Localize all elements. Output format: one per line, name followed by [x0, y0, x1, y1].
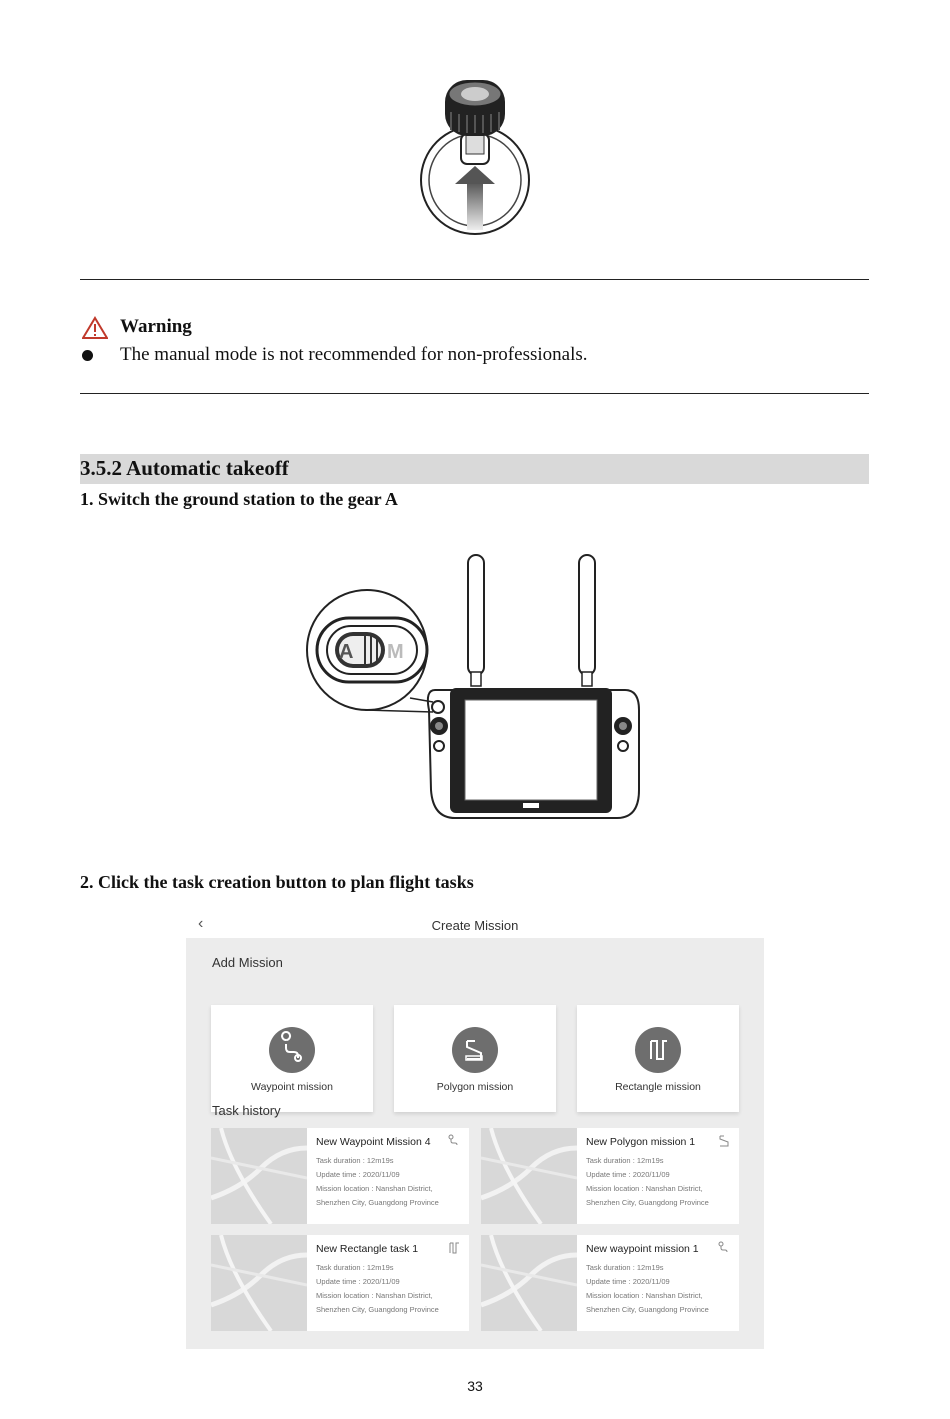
warning-bottom-rule: [80, 393, 869, 394]
polygon-icon: [452, 1027, 498, 1073]
app-body: [186, 938, 764, 1349]
task-location: Mission location : Nanshan District,: [586, 1184, 703, 1193]
map-thumbnail: [481, 1235, 577, 1331]
task-location: Mission location : Nanshan District,: [316, 1291, 433, 1300]
task-card[interactable]: [211, 1128, 469, 1224]
app-title: Create Mission: [431, 918, 519, 933]
task-duration: Task duration : 12m19s: [316, 1156, 394, 1165]
task-name: New waypoint mission 1: [586, 1243, 699, 1255]
task-history-label: Task history: [212, 1103, 281, 1118]
waypoint-icon: [447, 1134, 461, 1148]
task-location-line2: Shenzhen City, Guangdong Province: [586, 1305, 709, 1314]
task-name: New Rectangle task 1: [316, 1243, 419, 1255]
mission-label: Polygon mission: [436, 1081, 514, 1093]
task-update-time: Update time : 2020/11/09: [316, 1277, 400, 1286]
bullet-dot: [82, 350, 93, 361]
task-update-time: Update time : 2020/11/09: [586, 1170, 670, 1179]
mission-label: Rectangle mission: [615, 1081, 701, 1093]
create-mission-screenshot: [186, 912, 764, 1349]
warning-title: Warning: [120, 316, 192, 337]
map-thumbnail: [211, 1128, 307, 1224]
task-duration: Task duration : 12m19s: [586, 1263, 664, 1272]
rectangle-icon: [635, 1027, 681, 1073]
task-card[interactable]: [481, 1235, 739, 1331]
add-mission-label: Add Mission: [212, 955, 283, 970]
page-number: 33: [467, 1378, 483, 1394]
task-location-line2: Shenzhen City, Guangdong Province: [316, 1305, 439, 1314]
task-location: Mission location : Nanshan District,: [586, 1291, 703, 1300]
gear-a-label: A: [339, 641, 354, 663]
task-location-line2: Shenzhen City, Guangdong Province: [586, 1198, 709, 1207]
app-header: [186, 912, 764, 938]
waypoint-icon: [717, 1241, 731, 1255]
polygon-icon: [717, 1134, 731, 1148]
waypoint-mission-card[interactable]: [211, 1005, 373, 1112]
ground-station-illustration: [305, 550, 650, 825]
section-title: 3.5.2 Automatic takeoff: [80, 456, 289, 480]
task-duration: Task duration : 12m19s: [316, 1263, 394, 1272]
task-location-line2: Shenzhen City, Guangdong Province: [316, 1198, 439, 1207]
step-2: 2. Click the task creation button to plan flight tasks: [80, 872, 474, 892]
task-update-time: Update time : 2020/11/09: [586, 1277, 670, 1286]
task-update-time: Update time : 2020/11/09: [316, 1170, 400, 1179]
map-thumbnail: [481, 1128, 577, 1224]
step-1: 1. Switch the ground station to the gear A: [80, 489, 398, 509]
gear-m-label: M: [387, 641, 404, 663]
mission-label: Waypoint mission: [251, 1081, 333, 1093]
task-card[interactable]: [211, 1235, 469, 1331]
polygon-mission-card[interactable]: [394, 1005, 556, 1112]
task-name: New Polygon mission 1: [586, 1136, 696, 1148]
task-card[interactable]: [481, 1128, 739, 1224]
task-duration: Task duration : 12m19s: [586, 1156, 664, 1165]
waypoint-icon: [269, 1027, 315, 1073]
back-chevron-icon[interactable]: ‹: [198, 915, 204, 932]
rectangle-icon: [447, 1241, 461, 1255]
warning-triangle-icon: [82, 316, 108, 340]
rectangle-mission-card[interactable]: [577, 1005, 739, 1112]
task-name: New Waypoint Mission 4: [316, 1136, 431, 1148]
warning-top-rule: [80, 279, 869, 280]
warning-item: The manual mode is not recommended for non-professionals.: [120, 344, 588, 365]
map-thumbnail: [211, 1235, 307, 1331]
task-location: Mission location : Nanshan District,: [316, 1184, 433, 1193]
joystick-illustration: [405, 72, 545, 242]
